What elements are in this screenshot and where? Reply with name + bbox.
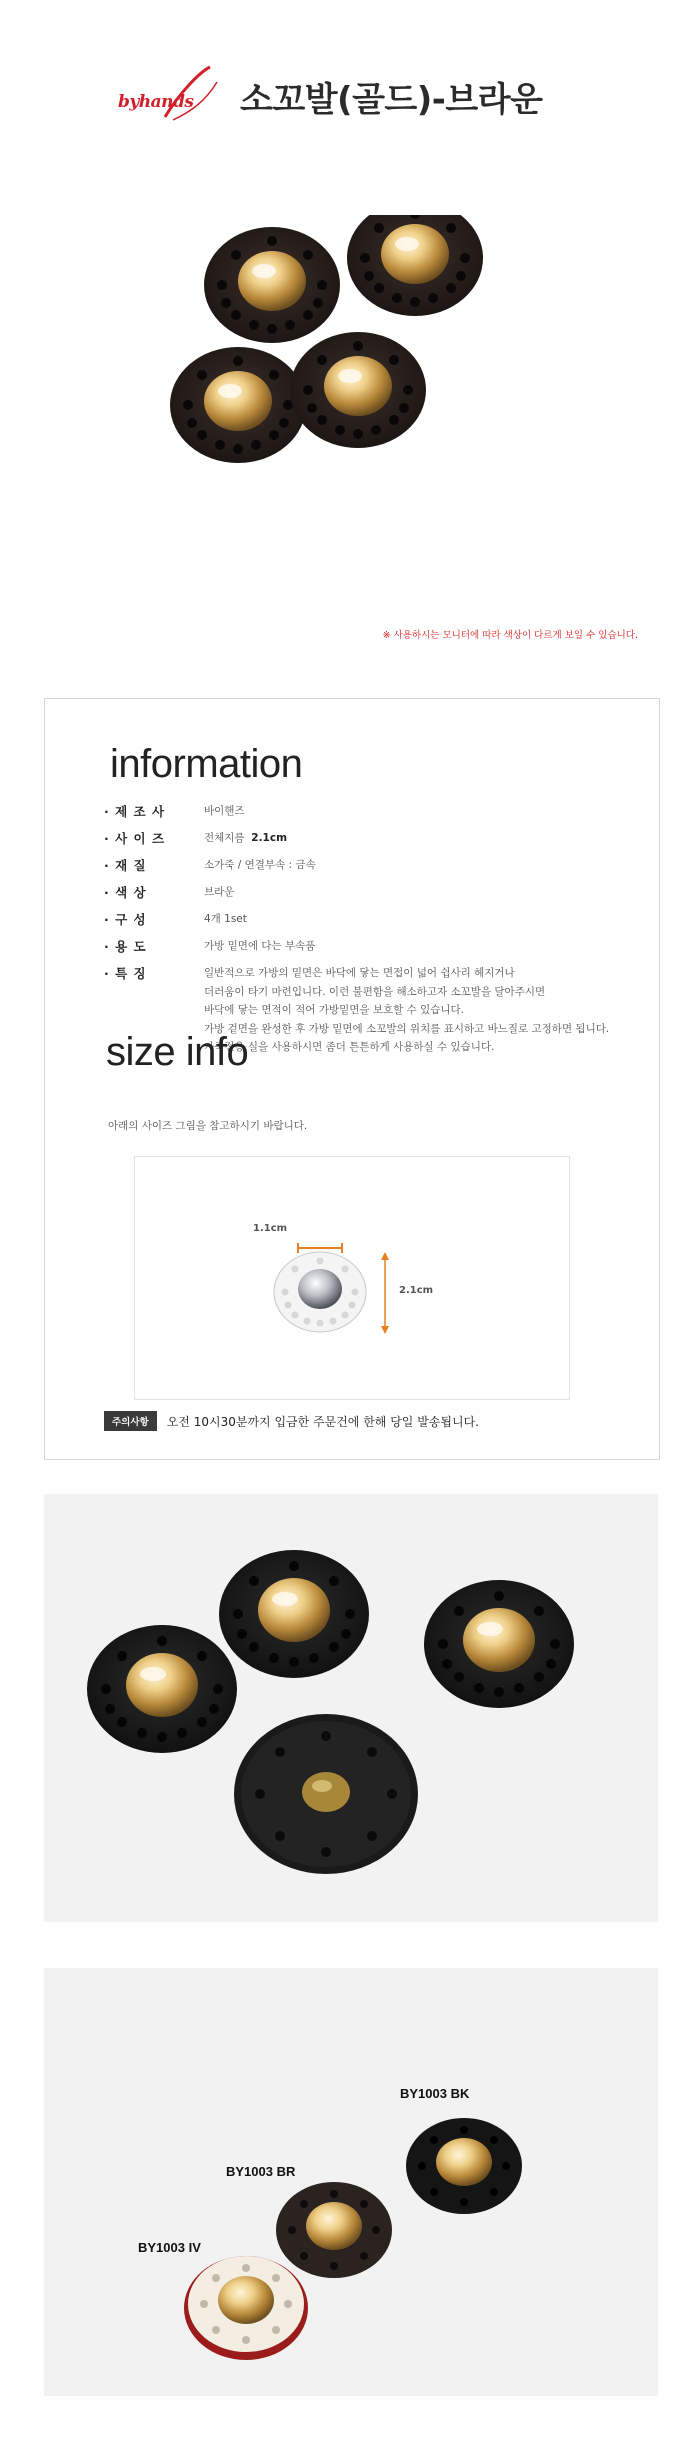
spec-row-usage <box>104 940 624 953</box>
spec-label: · 특 징 <box>104 966 147 981</box>
variant-bk-foot <box>406 2118 522 2214</box>
spec-label: · 사 이 즈 <box>104 831 166 846</box>
spec-row-material <box>104 859 624 872</box>
spec-value: 가방 밑면에 다는 부속품 <box>204 940 316 952</box>
size-diagram-drawing <box>135 1157 569 1399</box>
information-heading: information <box>110 742 303 786</box>
monitor-color-notice: ※ 사용하시는 모니터에 따라 색상이 다르게 보일 수 있습니다. <box>382 630 638 641</box>
spec-row-color <box>104 886 624 899</box>
spec-value: 브라운 <box>204 886 235 898</box>
spec-row-size <box>104 832 624 845</box>
spec-value: 바이핸즈 <box>204 805 245 817</box>
spec-value: 전체지름 2.1cm <box>204 832 288 844</box>
caution-message: 오전 10시30분까지 입금한 주문건에 한해 당일 발송됩니다. <box>166 1414 479 1429</box>
caution-tag: 주의사항 <box>104 1411 157 1431</box>
variant-iv-label: BY1003 IV <box>138 2240 201 2255</box>
product-hero-image <box>150 215 490 535</box>
variant-iv-foot <box>184 2256 308 2360</box>
spec-label: · 색 상 <box>104 885 147 900</box>
caution-bar <box>104 1410 644 1432</box>
product-photo-black <box>44 1494 658 1922</box>
brand-logo: byhands <box>118 92 194 112</box>
spec-row-composition <box>104 913 624 926</box>
product-photo-black-drawing <box>44 1494 658 1922</box>
spec-label: · 제 조 사 <box>104 804 166 819</box>
variant-br-foot <box>276 2182 392 2278</box>
size-info-heading: size info <box>106 1030 249 1074</box>
variants-drawing <box>44 1968 658 2396</box>
product-title: 소꼬발(골드)-브라운 <box>240 80 543 120</box>
spec-value: 소가죽 / 연결부속 : 금속 <box>204 859 316 871</box>
spec-value-features: 일반적으로 가방의 밑면은 바닥에 닿는 면접이 넓어 쉽사리 헤지거나 더러움이 타기 마련입니다. 이런 불편함을 해소하고자 소꼬발을 달아주시면 바닥에 닿는 면적이 적어 가방밑면을 보호할 수 있습니다. 가방 겉면을 완성한 후 가방 밑면에 소꼬발의 위치를 표시하고 바느질로 고정하면 됩니다. 가죽전용 실을 사용하시면 좀더 튼튼하게 사용하실 수 있습니다. <box>204 967 610 1053</box>
spec-row-maker <box>104 805 624 818</box>
variant-bk-label: BY1003 BK <box>400 2086 470 2101</box>
inner-diameter-label: 1.1cm <box>253 1223 288 1234</box>
size-diagram <box>134 1156 570 1400</box>
spec-label: · 구 성 <box>104 912 147 927</box>
size-info-note: 아래의 사이즈 그림을 참고하시기 바랍니다. <box>108 1120 308 1132</box>
variant-br-label: BY1003 BR <box>226 2164 296 2179</box>
spec-label: · 재 질 <box>104 858 147 873</box>
spec-label: · 용 도 <box>104 939 147 954</box>
spec-value: 4개 1set <box>204 913 247 925</box>
outer-diameter-label: 2.1cm <box>399 1285 434 1296</box>
product-photo-variants <box>44 1968 658 2396</box>
